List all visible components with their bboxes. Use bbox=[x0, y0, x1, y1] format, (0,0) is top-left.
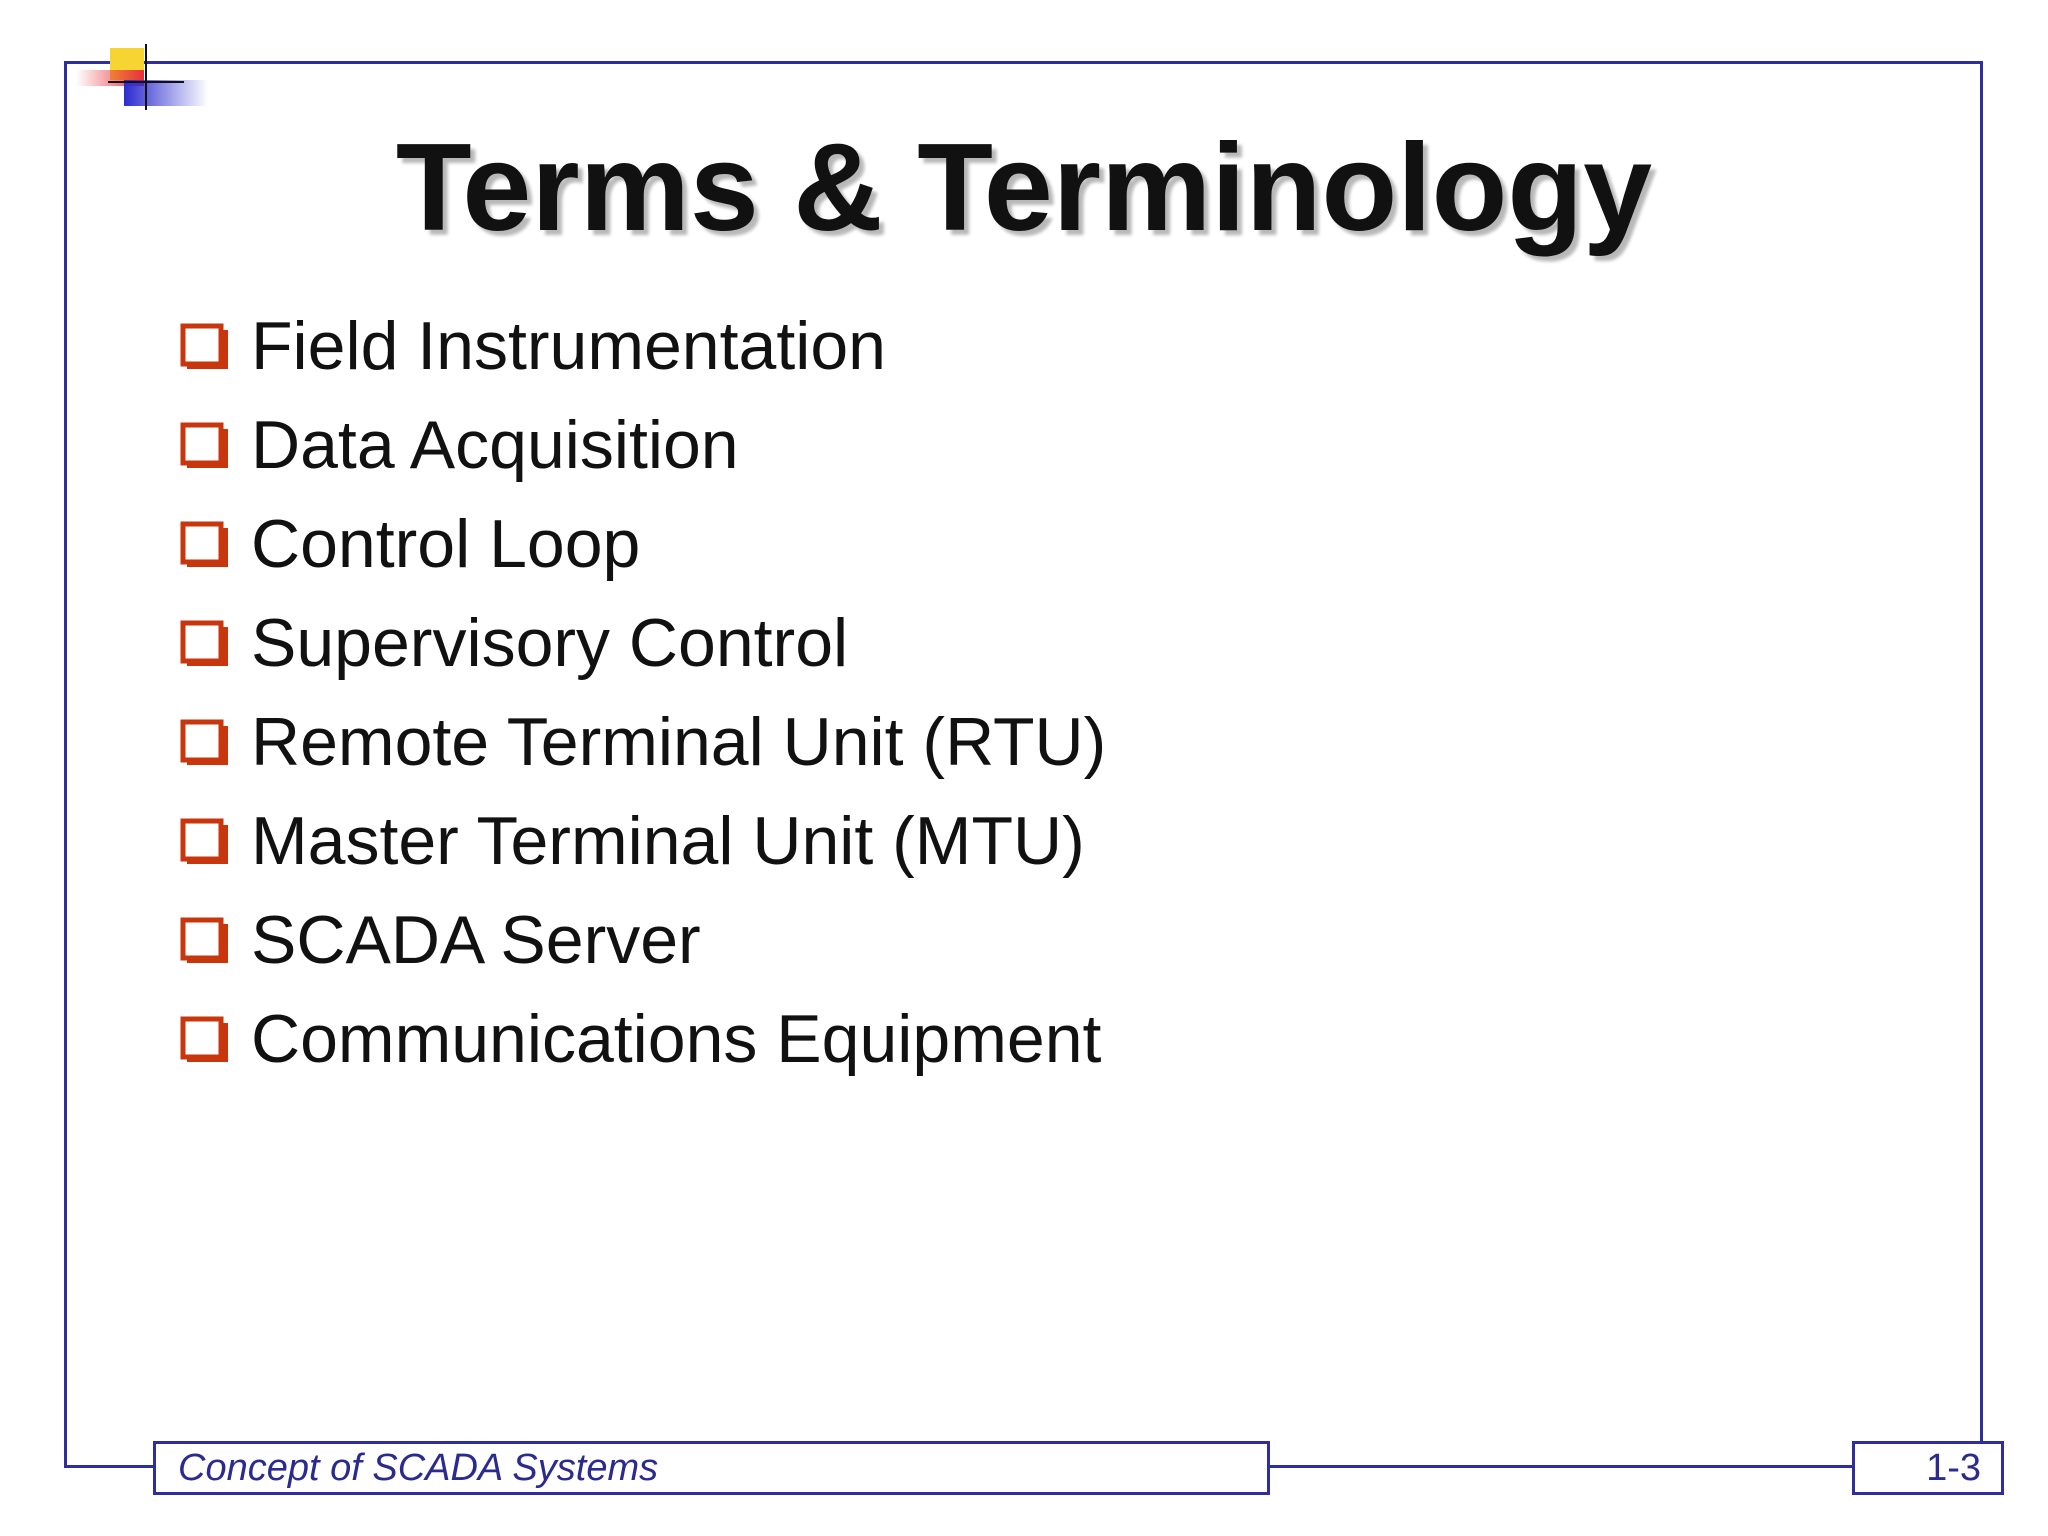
bullet-text: SCADA Server bbox=[251, 901, 701, 978]
footer-page-number-box bbox=[1852, 1441, 2004, 1495]
footer-course-title-box bbox=[153, 1441, 1270, 1495]
bullet-text: Master Terminal Unit (MTU) bbox=[251, 802, 1085, 879]
hollow-square-bullet-icon bbox=[177, 1005, 233, 1073]
hollow-square-bullet-icon bbox=[177, 510, 233, 578]
list-item bbox=[177, 395, 1106, 494]
corner-logo-icon bbox=[72, 42, 212, 112]
bullet-text: Field Instrumentation bbox=[251, 307, 886, 384]
hollow-square-bullet-icon bbox=[177, 708, 233, 776]
list-item bbox=[177, 296, 1106, 395]
hollow-square-bullet-icon bbox=[177, 906, 233, 974]
list-item bbox=[177, 890, 1106, 989]
hollow-square-bullet-icon bbox=[177, 807, 233, 875]
footer-course-title: Concept of SCADA Systems bbox=[178, 1446, 659, 1489]
bullet-text: Control Loop bbox=[251, 505, 641, 582]
hollow-square-bullet-icon bbox=[177, 609, 233, 677]
hollow-square-bullet-icon bbox=[177, 411, 233, 479]
bullet-text: Supervisory Control bbox=[251, 604, 849, 681]
bullet-list bbox=[177, 296, 1106, 1088]
list-item bbox=[177, 593, 1106, 692]
bullet-text: Data Acquisition bbox=[251, 406, 739, 483]
list-item bbox=[177, 692, 1106, 791]
slide-title: Terms & Terminology bbox=[395, 119, 1653, 257]
list-item bbox=[177, 989, 1106, 1088]
page-number: 1-3 bbox=[1926, 1446, 1981, 1489]
bullet-text: Remote Terminal Unit (RTU) bbox=[251, 703, 1107, 780]
bullet-text: Communications Equipment bbox=[251, 1000, 1102, 1077]
list-item bbox=[177, 791, 1106, 890]
list-item bbox=[177, 494, 1106, 593]
hollow-square-bullet-icon bbox=[177, 312, 233, 380]
